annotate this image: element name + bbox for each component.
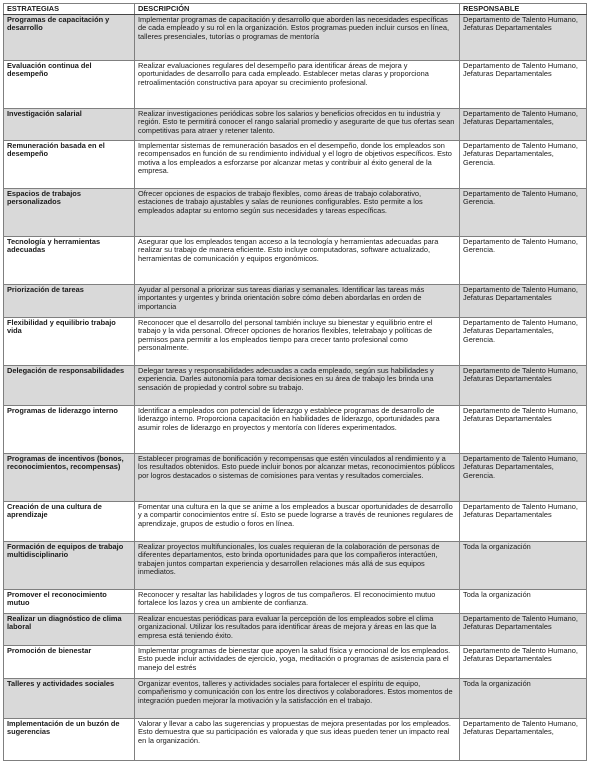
table-body <box>4 15 587 761</box>
description-cell: Delegar tareas y responsabilidades adecuadas a cada empleado, según sus habilidades y experiencia. Darles autonomía para tomar decisiones en su área de trabajo les brinda una sensación de propiedad y control sobre su trabajo. <box>135 366 460 406</box>
description-cell: Organizar eventos, talleres y actividades sociales para fortalecer el espíritu de equipo, compañerismo y comunicación con los entre los directivos y colaboradores. Estos momentos de integración pueden mejorar la motivación y la satisfacción en el trabajo. <box>135 679 460 719</box>
header-responsible: RESPONSABLE <box>460 4 587 15</box>
strategy-cell: Promover el reconocimiento mutuo <box>4 590 135 614</box>
strategy-cell: Realizar un diagnóstico de clima laboral <box>4 614 135 646</box>
strategy-cell: Programas de capacitación y desarrollo <box>4 15 135 61</box>
description-cell: Realizar encuestas periódicas para evaluar la percepción de los empleados sobre el clima organizacional. Utilizar los resultados para identificar áreas de mejora y áreas en las que la empresa está teniendo éxito. <box>135 614 460 646</box>
strategy-cell: Priorización de tareas <box>4 285 135 318</box>
responsible-cell: Departamento de Talento Humano, Jefaturas Departamentales <box>460 502 587 542</box>
responsible-cell: Departamento de Talento Humano, Jefaturas Departamentales, Gerencia. <box>460 454 587 502</box>
strategy-cell: Evaluación continua del desempeño <box>4 61 135 109</box>
responsible-cell: Departamento de Talento Humano, Gerencia. <box>460 189 587 237</box>
table-row <box>4 318 587 366</box>
description-cell: Fomentar una cultura en la que se anime a los empleados a buscar oportunidades de desarrollo y a compartir conocimientos entre sí. Esto se puede lograrse a través de reuniones regulares de aprendizaje, grupos de estudio o foros en línea. <box>135 502 460 542</box>
strategy-cell: Investigación salarial <box>4 109 135 141</box>
strategy-cell: Tecnología y herramientas adecuadas <box>4 237 135 285</box>
description-cell: Establecer programas de bonificación y recompensas que estén vinculados al rendimiento y a los resultados obtenidos. Esto puede incluir bonos por alcanzar metas, reconocimientos públicos por logros destacados o sistemas de comisiones para ventas y resultados comerciales. <box>135 454 460 502</box>
description-cell: Realizar investigaciones periódicas sobre los salarios y beneficios ofrecidos en tu industria y región. Esto te permitirá conocer el rango salarial promedio y asegurarte de que tus ofertas sean competitivas para atraer y retener talento. <box>135 109 460 141</box>
strategy-cell: Creación de una cultura de aprendizaje <box>4 502 135 542</box>
table-row <box>4 366 587 406</box>
responsible-cell: Departamento de Talento Humano, Jefaturas Departamentales <box>460 646 587 679</box>
header-row <box>4 4 587 15</box>
responsible-cell: Departamento de Talento Humano, Jefaturas Departamentales <box>460 15 587 61</box>
responsible-cell: Departamento de Talento Humano, Jefaturas Departamentales, <box>460 109 587 141</box>
responsible-cell: Departamento de Talento Humano, Jefaturas Departamentales <box>460 285 587 318</box>
table-row <box>4 719 587 761</box>
responsible-cell: Toda la organización <box>460 679 587 719</box>
header-strategies: ESTRATEGIAS <box>4 4 135 15</box>
description-cell: Implementar sistemas de remuneración basados en el desempeño, donde los empleados son recompensados en función de su rendimiento individual y el logro de objetivos específicos. Esto motiva a los empleados a esforzarse por alcanzar metas y contribuir al éxito general de la empresa. <box>135 141 460 189</box>
responsible-cell: Toda la organización <box>460 590 587 614</box>
description-cell: Reconocer que el desarrollo del personal también incluye su bienestar y equilibrio entre el trabajo y la vida personal. Ofrecer opciones de horarios flexibles, teletrabajo y políticas de permisos para permitir a los empleados tiempo para crecer tanto profesional como personalmente. <box>135 318 460 366</box>
description-cell: Realizar evaluaciones regulares del desempeño para identificar áreas de mejora y oportunidades de desarrollo para cada empleado. Establecer metas claras y proporciona retroalimentación constructiva para apoyar su crecimiento profesional. <box>135 61 460 109</box>
table-row <box>4 679 587 719</box>
strategy-cell: Formación de equipos de trabajo multidisciplinario <box>4 542 135 590</box>
header-description: DESCRIPCIÓN <box>135 4 460 15</box>
table-row <box>4 614 587 646</box>
strategy-cell: Implementación de un buzón de sugerencias <box>4 719 135 761</box>
description-cell: Asegurar que los empleados tengan acceso a la tecnología y herramientas adecuadas para realizar su trabajo de manera eficiente. Esto incluye computadoras, software actualizado, herramientas de comunicación y equipos ergonómicos. <box>135 237 460 285</box>
strategy-cell: Espacios de trabajos personalizados <box>4 189 135 237</box>
responsible-cell: Departamento de Talento Humano, Jefaturas Departamentales <box>460 614 587 646</box>
strategy-cell: Talleres y actividades sociales <box>4 679 135 719</box>
strategy-cell: Remuneración basada en el desempeño <box>4 141 135 189</box>
strategy-cell: Delegación de responsabilidades <box>4 366 135 406</box>
table-row <box>4 502 587 542</box>
table-row <box>4 15 587 61</box>
responsible-cell: Departamento de Talento Humano, Gerencia. <box>460 237 587 285</box>
description-cell: Identificar a empleados con potencial de liderazgo y establece programas de desarrollo de liderazgo interno. Proporciona capacitación en habilidades de liderazgo, oportunidades para asumir roles de liderazgo en proyectos y mentoría con líderes experimentados. <box>135 406 460 454</box>
description-cell: Implementar programas de bienestar que apoyen la salud física y emocional de los empleados. Esto puede incluir actividades de ejercicio, yoga, meditación o programas de asistencia para el manejo del estrés <box>135 646 460 679</box>
description-cell: Ofrecer opciones de espacios de trabajo flexibles, como áreas de trabajo colaborativo, estaciones de trabajo ajustables y salas de reuniones configurables. Esto permite a los empleados adaptar su entorno según sus necesidades y tareas específicas. <box>135 189 460 237</box>
table-row <box>4 141 587 189</box>
responsible-cell: Departamento de Talento Humano, Jefaturas Departamentales, <box>460 719 587 761</box>
responsible-cell: Departamento de Talento Humano, Jefaturas Departamentales, Gerencia. <box>460 141 587 189</box>
description-cell: Reconocer y resaltar las habilidades y logros de tus compañeros. El reconocimiento mutuo fortalece los lazos y crea un ambiente de confianza. <box>135 590 460 614</box>
responsible-cell: Departamento de Talento Humano, Jefaturas Departamentales <box>460 366 587 406</box>
description-cell: Valorar y llevar a cabo las sugerencias y propuestas de mejora presentadas por los empleados. Esto demuestra que su participación es valorada y que sus ideas pueden tener un impacto real en la organización. <box>135 719 460 761</box>
responsible-cell: Departamento de Talento Humano, Jefaturas Departamentales <box>460 406 587 454</box>
table-row <box>4 542 587 590</box>
table-row <box>4 406 587 454</box>
description-cell: Implementar programas de capacitación y desarrollo que aborden las necesidades específicas de cada empleado y su rol en la organización. Estos programas pueden incluir cursos en línea, talleres presenciales, tutorías o programas de mentoría <box>135 15 460 61</box>
description-cell: Ayudar al personal a priorizar sus tareas diarias y semanales. Identificar las tareas más importantes y urgentes y brinda orientación sobre cómo deben abordarlas en orden de importancia <box>135 285 460 318</box>
table-row <box>4 109 587 141</box>
strategy-cell: Flexibilidad y equilibrio trabajo vida <box>4 318 135 366</box>
responsible-cell: Departamento de Talento Humano, Jefaturas Departamentales <box>460 61 587 109</box>
table-row <box>4 237 587 285</box>
strategy-cell: Promoción de bienestar <box>4 646 135 679</box>
strategies-table <box>3 3 587 761</box>
responsible-cell: Departamento de Talento Humano, Jefaturas Departamentales, Gerencia. <box>460 318 587 366</box>
responsible-cell: Toda la organización <box>460 542 587 590</box>
table-row <box>4 454 587 502</box>
strategy-cell: Programas de incentivos (bonos, reconocimientos, recompensas) <box>4 454 135 502</box>
description-cell: Realizar proyectos multifuncionales, los cuales requieran de la colaboración de personas de diferentes departamentos, esto brinda oportunidades para que los compañeros interactúen, trabajen juntos compartan experiencia y desarrollen relaciones más allá de sus equipos inmediatos. <box>135 542 460 590</box>
table-row <box>4 646 587 679</box>
strategy-cell: Programas de liderazgo interno <box>4 406 135 454</box>
table-row <box>4 590 587 614</box>
table-row <box>4 285 587 318</box>
table-row <box>4 61 587 109</box>
table-row <box>4 189 587 237</box>
